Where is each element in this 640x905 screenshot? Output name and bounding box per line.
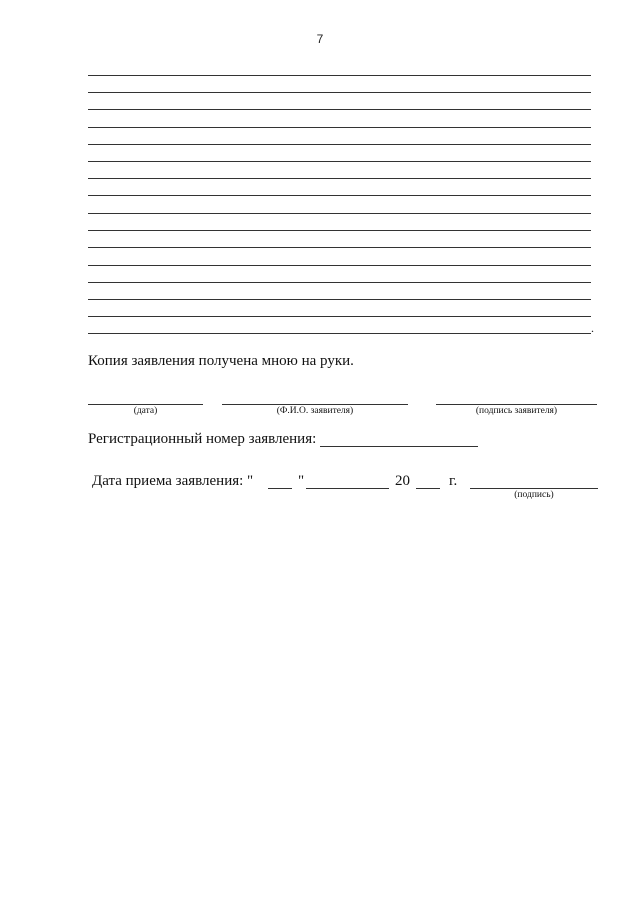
end-mark: . xyxy=(591,321,594,335)
receiver-signature-caption: (подпись) xyxy=(514,490,554,500)
ruled-line xyxy=(88,195,591,196)
ruled-line xyxy=(88,75,591,76)
ruled-line xyxy=(88,282,591,283)
ruled-line xyxy=(88,213,591,214)
ruled-line xyxy=(88,265,591,266)
signature-caption: (подпись заявителя) xyxy=(475,406,558,416)
ruled-line xyxy=(88,247,591,248)
fio-caption: (Ф.И.О. заявителя) xyxy=(276,406,354,416)
year-line xyxy=(416,488,440,489)
ruled-line xyxy=(88,92,591,93)
page-number: 7 xyxy=(316,32,324,46)
registration-label: Регистрационный номер заявления: xyxy=(88,431,317,447)
ruled-line xyxy=(88,299,591,300)
ruled-line xyxy=(88,144,591,145)
receipt-date-label: Дата приема заявления: " xyxy=(92,473,254,489)
ruled-line xyxy=(88,316,591,317)
date-line xyxy=(88,404,203,405)
month-line xyxy=(306,488,389,489)
ruled-line xyxy=(88,127,591,128)
ruled-line xyxy=(88,230,591,231)
year-suffix: г. xyxy=(449,473,458,489)
registration-number-line xyxy=(320,446,478,447)
day-line xyxy=(268,488,292,489)
ruled-line xyxy=(88,109,591,110)
fio-line xyxy=(222,404,408,405)
ruled-line xyxy=(88,333,591,334)
ruled-line xyxy=(88,161,591,162)
copy-received-note: Копия заявления получена мною на руки. xyxy=(88,353,354,369)
quote-close: " xyxy=(298,473,305,489)
date-caption: (дата) xyxy=(133,406,158,416)
signature-line xyxy=(436,404,597,405)
ruled-line xyxy=(88,178,591,179)
year-prefix: 20 xyxy=(395,473,410,489)
receiver-signature-line xyxy=(470,488,598,489)
